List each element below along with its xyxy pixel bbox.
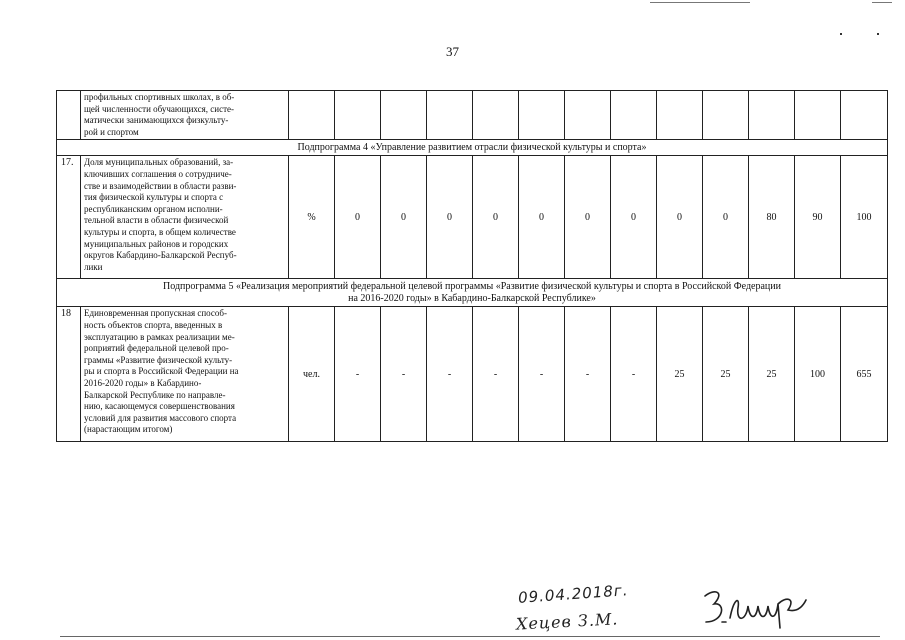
value-cell: 0 — [335, 156, 381, 279]
value-cell — [381, 91, 427, 140]
value-cell: 100 — [795, 307, 841, 442]
value-cell: 655 — [841, 307, 888, 442]
subprogram-5-row — [57, 279, 888, 307]
scan-speck — [840, 33, 842, 35]
bottom-rule — [60, 636, 880, 637]
value-cell — [335, 91, 381, 140]
value-cell: 0 — [703, 156, 749, 279]
indicator-description: Единовременная пропускная способ- ность объектов спорта, введенных в эксплуатацию в рамках реализации ме- роприятий федеральной целевой про- граммы «Развитие физической культу- ры и спорта в Российской Федерации на 2016-2020 годы» в Кабардино- Балкарской Республике по направле- нию, касающемуся совершенствования условий для развития массового спорта (нарастающим итогом) — [81, 307, 289, 442]
subprogram-5-line-2: на 2016-2020 годы» в Кабардино-Балкарской Республике» — [348, 292, 596, 304]
subprogram-4-row — [57, 140, 888, 156]
unit-cell: % — [289, 156, 335, 279]
value-cell: - — [381, 307, 427, 442]
value-cell — [703, 91, 749, 140]
value-cell — [473, 91, 519, 140]
unit-cell: чел. — [289, 307, 335, 442]
value-cell — [749, 91, 795, 140]
top-rule — [650, 2, 750, 3]
value-cell: 25 — [657, 307, 703, 442]
value-cell — [565, 91, 611, 140]
value-cell: 25 — [703, 307, 749, 442]
value-cell: - — [611, 307, 657, 442]
value-cell: 0 — [519, 156, 565, 279]
scan-speck — [877, 33, 879, 35]
value-cell — [841, 91, 888, 140]
value-cell: 0 — [657, 156, 703, 279]
top-rule-right — [872, 2, 892, 3]
table-row-continuation — [57, 91, 888, 140]
value-cell: - — [473, 307, 519, 442]
subprogram-5-title — [57, 279, 888, 307]
subprogram-4-title: Подпрограмма 4 «Управление развитием отрасли физической культуры и спорта» — [57, 140, 888, 156]
unit-cell — [289, 91, 335, 140]
value-cell: 80 — [749, 156, 795, 279]
row-number: 18 — [57, 307, 81, 442]
page-number: 37 — [446, 44, 459, 59]
indicators-table — [56, 90, 888, 442]
handwritten-name: Хецев З.М. — [515, 609, 619, 634]
value-cell: - — [335, 307, 381, 442]
value-cell: 0 — [611, 156, 657, 279]
indicator-description: Доля муниципальных образований, за- ключивших соглашения о сотрудниче- стве и взаимодействии в области разви- тия физической культуры и спорта с республиканским органом исполни- тельной власти в области физической культуры и спорта, в общем количестве муниципальных районов и городских округов Кабардино-Балкарской Респуб- лики — [81, 156, 289, 279]
table-row-17 — [57, 156, 888, 279]
value-cell — [611, 91, 657, 140]
value-cell: 25 — [749, 307, 795, 442]
value-cell — [795, 91, 841, 140]
value-cell — [427, 91, 473, 140]
subprogram-5-line-1: Подпрограмма 5 «Реализация мероприятий федеральной целевой программы «Развитие физической культуры и спорта в Российской Федерации — [163, 280, 781, 292]
value-cell: 0 — [381, 156, 427, 279]
value-cell: - — [519, 307, 565, 442]
indicator-description: профильных спортивных школах, в об- щей численности обучающихся, систе- матически занимающихся физкульту- рой и спортом — [81, 91, 289, 140]
value-cell: 100 — [841, 156, 888, 279]
signature-icon — [700, 588, 810, 633]
value-cell: 0 — [473, 156, 519, 279]
value-cell: - — [565, 307, 611, 442]
row-number — [57, 91, 81, 140]
value-cell: 90 — [795, 156, 841, 279]
value-cell: - — [427, 307, 473, 442]
value-cell — [657, 91, 703, 140]
table-row-18 — [57, 307, 888, 442]
row-number: 17. — [57, 156, 81, 279]
handwritten-date: 09.04.2018г. — [517, 581, 630, 607]
value-cell: 0 — [565, 156, 611, 279]
value-cell — [519, 91, 565, 140]
value-cell: 0 — [427, 156, 473, 279]
